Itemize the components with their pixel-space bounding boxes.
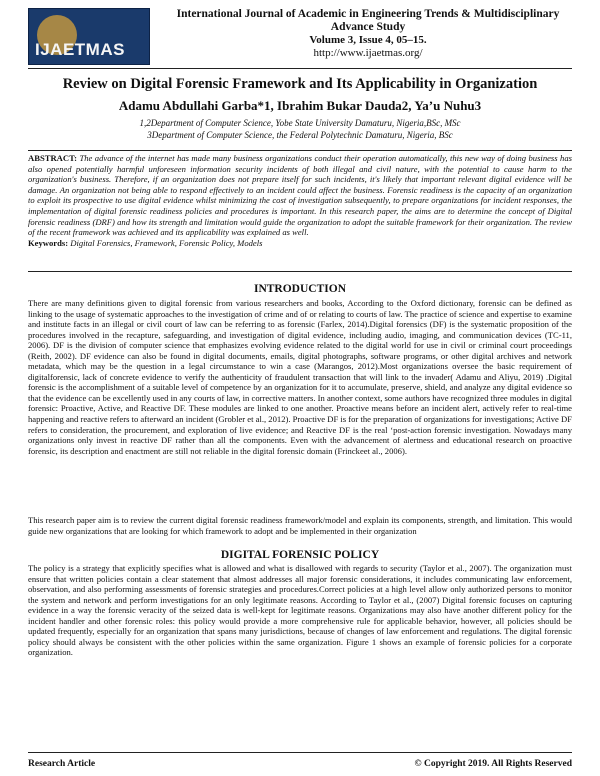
journal-logo bbox=[28, 8, 150, 65]
keywords-label: Keywords: bbox=[28, 237, 69, 248]
affiliation-1: 1,2Department of Computer Science, Yobe State University Damaturu, Nigeria,BSc, MSc bbox=[139, 118, 461, 128]
abstract-top-divider bbox=[28, 150, 572, 151]
affiliation-2: 3Department of Computer Science, the Federal Polytechnic Damaturu, Nigeria, BSc bbox=[147, 130, 453, 140]
abstract-bottom-divider bbox=[28, 271, 572, 272]
policy-heading: DIGITAL FORENSIC POLICY bbox=[220, 549, 380, 561]
footer-divider bbox=[28, 752, 572, 753]
journal-masthead bbox=[168, 8, 568, 60]
abstract-text: The advance of the internet has made many business organizations conduct their operation automatically, this new way of doing business has also opened potentially harmful unforeseen information security incidents of both illegal and civil nature, with the potential to cause harm to the organization's business. Therefore, if an organization does not prepare itself for such incidents, it's likely that important relevant digital evidence will be damage. An organization not being able to respond effectively to an incident could affect the business. Forensic readiness is the capacity of an organization to exploit its prospective to use digital evidence whilst minimizing the cost of investigation subsequently, to prepare organizations for incident responses, the implementation of digital forensic readiness policies and procedures is important. In this research paper, the aims are to determine the concept of Digital forensic readiness (DRF) and how its strength and limitation would guide the organization to adopt the suitable framework for their organization. The review of the recent framework was achieved and its applicability was explained as well. bbox=[28, 153, 572, 238]
introduction-heading: INTRODUCTION bbox=[253, 283, 346, 295]
paper-title: Review on Digital Forensic Framework and Its Applicability in Organization bbox=[62, 76, 538, 92]
paper-authors: Adamu Abdullahi Garba*1, Ibrahim Bukar Dauda2, Ya’u Nuhu3 bbox=[118, 98, 482, 113]
journal-url[interactable]: http://www.ijaetmas.org/ bbox=[313, 47, 423, 59]
page-footer bbox=[28, 759, 572, 769]
introduction-paragraph-2: This research paper aim is to review the current digital forensic readiness framework/model and explain its components, strength, and limitation. This would guide new organizations that are looking for which framework to adopt and be implemented in their organization bbox=[28, 515, 572, 536]
abstract-block bbox=[28, 153, 572, 248]
journal-volume: Volume 3, Issue 4, 05–15. bbox=[309, 34, 427, 46]
abstract-label: ABSTRACT: bbox=[28, 153, 78, 163]
footer-article-type: Research Article bbox=[28, 759, 96, 769]
introduction-paragraph-1: There are many definitions given to digital forensic from various researchers and books, According to the Oxford dictionary, forensic can be defined as linking to the usage of systematic approaches to the investigation of crime and of or relating to courts of law. The practice of science and expertise to examine and institute facts in an illegal or civil court of law can be referring to as forensic (Farlex, 2014).Digital forensics (DF) is the systematic proposition of the procedures involved in the recapture, safeguarding, and investigation of digital evidence, including audio, imaging, and communication devices (TC-11, 2006). DF is the division of computer science that emphasizes evolving evidence related to the digital world for use in civil or criminal court proceedings (Reith, 2002). DF evidence can also be found in digital documents, emails, digital photographs, software programs, or other digital archives and network metadata, which may be the question in a legal circumstance to win a case (Marangos, 2012).Most organizations oversee the basic requirement of digitalforensic, lack of concrete evidence to verify the authenticity of fraudulent transaction that will link to the invader( Adamu and Aliyu, 2019) .Digital forensic is the accomplishment of a suitable level of competence by an organization for it to accumulate, preserve, shield, and analyze any digital evidence so that the evidence can be excellently used in any courts of law, in corrective matters. In another context, some authors have recognized three modules in digital forensic: Proactive, Active, and Reactive DF. These modules are linked to one another. Proactive means before an incident alert, actively refer to real-time happening and reactive refers to afterward an incident (Grobler et al., 2012). Proactive DF is for the preparation of organizations for investigations; Active DF refers to consideration, the procurement, and exploration of live evidence; and Reactive DF is the real ‘post-action forensic investigation. Nowadays many organizations only invest in reactive DF rather than all the components. Even with the advancement of alertness and educational research on proactive forensic, its description and enactment are still not reliable in the digital forensic domain (Frinckeet al., 2006). bbox=[28, 298, 572, 456]
keywords-text: Digital Forensics, Framework, Forensic Policy, Models bbox=[70, 237, 263, 248]
footer-copyright: © Copyright 2019. All Rights Reserved bbox=[414, 759, 572, 769]
policy-paragraph-1: The policy is a strategy that explicitly specifies what is allowed and what is disallowed with regards to security (Taylor et al., 2007). The organization must ensure that written policies contain a clear statement that almost addresses all major forensic considerations, it includes communicating law enforcement, observation, and also performing assessments of forensic strategies and procedures.Correct policies at a high level allow only authorized persons to monitor the system and network and perform investigations for an only legitimate reasons. According to Taylor et al., (2007) Digital forensic focuses on capturing evidence in a way the forensic veracity of the seized data is well-kept for legitimate reasons. Organizations may also have another different policy for the incident handler and other forensic roles: this policy would provide a more comprehensive rule for applicable behavior, however, all policies should be updated frequently, especially for an organization that spans many jurisdictions, because of changes of law enforcement and regulations. The digital forensic policy should always be consistent with the other policies within the same organization. Figure 1 shows an example of forensic policies for a corporate organization. bbox=[28, 563, 572, 658]
header-divider bbox=[28, 68, 572, 69]
journal-title: International Journal of Academic in Engineering Trends & Multidisciplinary Advance Study bbox=[176, 8, 560, 33]
logo-text: IJAETMAS bbox=[35, 40, 125, 59]
